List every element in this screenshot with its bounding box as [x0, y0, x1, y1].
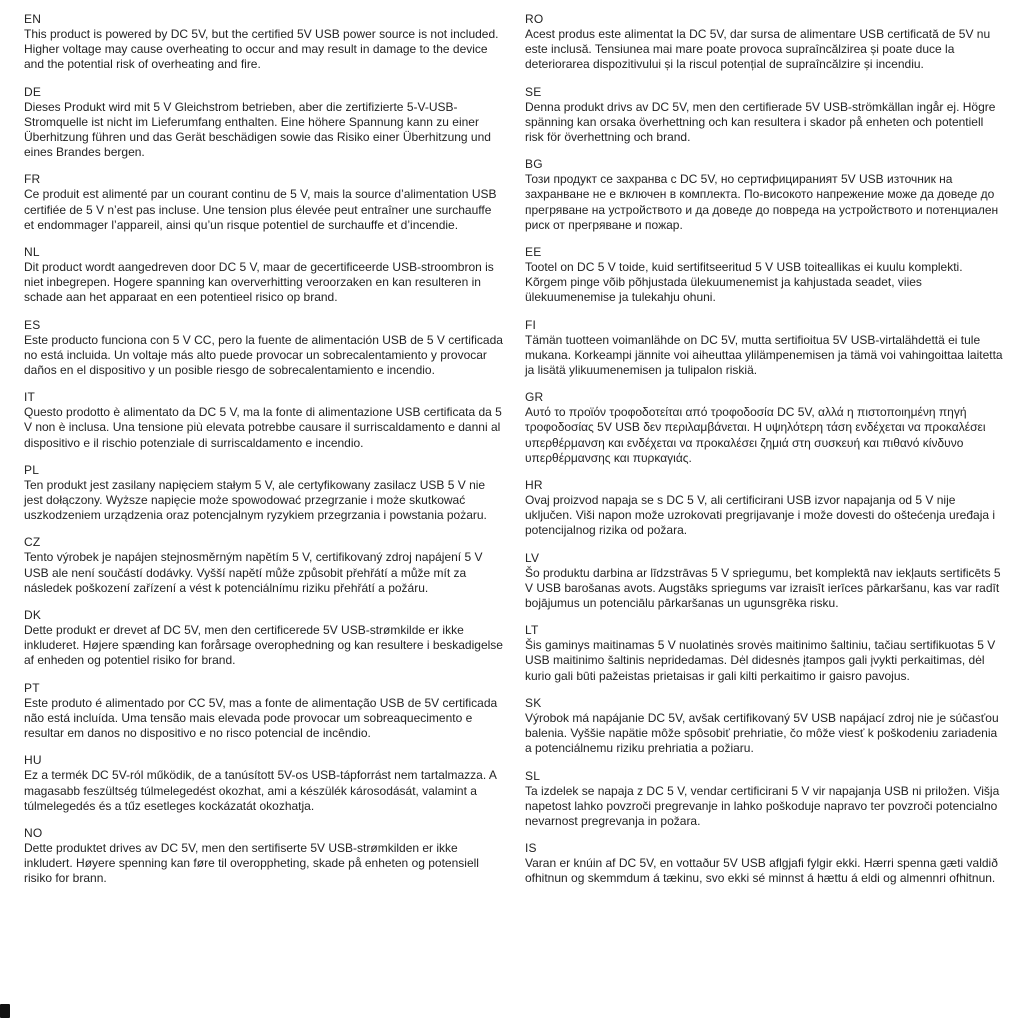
language-section-fr	[24, 172, 503, 233]
language-code: ES	[24, 317, 41, 332]
language-text: Este producto funciona con 5 V CC, pero la fuente de alimentación USB de 5 V certificada no está incluida. Un voltaje más alto puede provocar un sobrecalentamiento y provocar daños en el dispositivo y un posible riesgo de sobrecalentamiento e incendio.	[24, 332, 503, 378]
language-text: Výrobok má napájanie DC 5V, avšak certifikovaný 5V USB napájací zdroj nie je súčasťou balenia. Vyššie napätie môže spôsobiť prehriatie, čo môže viesť k poškodeniu zariadenia a potenciálnemu riziku prehriatia a požiaru.	[525, 710, 999, 756]
language-section-lt	[525, 623, 1004, 684]
language-code: DK	[24, 608, 42, 623]
language-section-bg	[525, 157, 1004, 233]
language-section-en	[24, 12, 503, 73]
language-text: Este produto é alimentado por CC 5V, mas a fonte de alimentação USB de 5V certificada não está incluída. Uma tensão mais elevada pode provocar um sobreaquecimento e resultar em danos no dispositivo e no risco potencial de incêndio.	[24, 695, 498, 741]
language-section-lv	[525, 551, 1004, 612]
language-code: HU	[24, 753, 42, 768]
language-section-hu	[24, 753, 503, 814]
language-code: HR	[525, 478, 543, 493]
language-code: SL	[525, 768, 541, 783]
language-code: BG	[525, 157, 543, 172]
language-section-sk	[525, 696, 1004, 757]
language-text: Dieses Produkt wird mit 5 V Gleichstrom betrieben, aber die zertifizierte 5-V-USB-Stromquelle ist nicht im Lieferumfang enthalten. Eine höhere Spannung kann zu einer Überhitzung führen und das Gerät beschädigen sowie das Risiko einer Überhitzung und eines Brandes bergen.	[24, 99, 491, 160]
language-code: FI	[525, 317, 537, 332]
language-code: RO	[525, 12, 544, 26]
language-text: Ce produit est alimenté par un courant continu de 5 V, mais la source d’alimentation USB certifiée de 5 V n’est pas incluse. Une tension plus élevée peut entraîner une surchauffe et endommager l’appareil, ainsi qu’un risque potentiel de surchauffe et d’incendie.	[24, 187, 497, 232]
language-code: LV	[525, 550, 540, 565]
language-code: PL	[24, 462, 40, 477]
language-section-es	[24, 318, 503, 379]
language-text: Šo produktu darbina ar līdzstrāvas 5 V spriegumu, bet komplektā nav iekļauts sertificēts 5 V USB barošanas avots. Augstāks spriegums var izraisīt ierīces pārkaršanu, kas var radīt bojājumus un potenciālu pārkaršanas un ugunsgrēka risku.	[525, 565, 1001, 611]
language-section-hr	[525, 478, 1004, 539]
language-text: Αυτό το προϊόν τροφοδοτείται από τροφοδοσία DC 5V, αλλά η πιστοποιημένη πηγή τροφοδοσίας 5V USB δεν περιλαμβάνεται. Η υψηλότερη τάση ενδέχεται να προκαλέσει υπερθέρμανση και ενδέχεται να προκαλέσει ζημιά στη συσκευή και πιθανό κίνδυνο υπερθέρμανσης και πυρκαγιάς.	[525, 405, 986, 465]
language-section-fi	[525, 318, 1004, 379]
language-text: This product is powered by DC 5V, but the certified 5V USB power source is not included. Higher voltage may cause overheating to occur and may result in damage to the device and the potential risk of overheating and fire.	[24, 27, 499, 72]
language-code: EE	[525, 245, 542, 260]
language-code: LT	[525, 623, 539, 638]
language-text: Ten produkt jest zasilany napięciem stałym 5 V, ale certyfikowany zasilacz USB 5 V nie jest dołączony. Wyższe napięcie może spowodować przegrzanie i może skutkować uszkodzeniem urządzenia oraz potencjalnym ryzykiem przegrzania i powstania pożaru.	[24, 477, 487, 523]
language-code: SK	[525, 695, 542, 710]
language-code: IS	[525, 841, 537, 856]
page-edge-mark	[0, 1004, 10, 1018]
language-code: DE	[24, 84, 42, 99]
language-text: Šis gaminys maitinamas 5 V nuolatinės srovės maitinimo šaltiniu, tačiau sertifikuotas 5 V USB maitinimo šaltinis nepridedamas. Dėl didesnės įtampos gali įvykti perkaitimas, dėl kurio gali būti pažeistas prietaisas ir gali kilti perkaitimo ir gaisro pavojus.	[525, 638, 996, 683]
language-text: Varan er knúin af DC 5V, en vottaður 5V USB aflgjafi fylgir ekki. Hærri spenna gæti valdið ofhitnun og skemmdum á tækinu, svo ekki sé minnst á hættu á eldi og almennri ofhitnun.	[525, 856, 998, 886]
language-code: FR	[24, 172, 41, 187]
language-section-sl	[525, 769, 1004, 830]
language-section-no	[24, 826, 503, 887]
language-section-ee	[525, 245, 1004, 306]
language-section-de	[24, 85, 503, 161]
language-section-cz	[24, 535, 503, 596]
language-text: Dette produktet drives av DC 5V, men den sertifiserte 5V USB-strømkilden er ikke inkludert. Høyere spenning kan føre til overoppheting, skade på enheten og potensiell risiko for brann.	[24, 840, 479, 886]
language-text: Dit product wordt aangedreven door DC 5 V, maar de gecertificeerde USB-stroombron is niet inbegrepen. Hogere spanning kan oververhitting veroorzaken en kan resulteren in schade aan het apparaat en een potentieel risico op brand.	[24, 260, 494, 305]
language-text: Acest produs este alimentat la DC 5V, dar sursa de alimentare USB certificată de 5V nu este inclusă. Tensiunea mai mare poate provoca supraîncălzirea și poate duce la deteriorarea dispozitivului și la riscul potențial de supraîncălzire și incendiu.	[525, 27, 991, 72]
language-section-se	[525, 85, 1004, 146]
language-code: NO	[24, 825, 43, 840]
language-code: NL	[24, 245, 40, 260]
language-text: Questo prodotto è alimentato da DC 5 V, ma la fonte di alimentazione USB certificata da 5 V non è inclusa. Una tensione più elevata potrebbe causare il surriscaldamento e danni al dispositivo e il rischio potenziale di surriscaldamento e incendio.	[24, 405, 502, 450]
language-section-pl	[24, 463, 503, 524]
language-text: Denna produkt drivs av DC 5V, men den certifierade 5V USB-strömkällan ingår ej. Högre spänning kan orsaka överhettning och kan resultera i skador på enheten och potentiell risk för överhettning och brand.	[525, 99, 996, 145]
language-section-ro	[525, 12, 1004, 73]
language-text: Tämän tuotteen voimanlähde on DC 5V, mutta sertifioitua 5V USB-virtalähdettä ei tule mukana. Korkeampi jännite voi aiheuttaa ylilämpenemisen ja tämä voi vahingoittaa laitetta ja lisätä ylikuumenemisen ja tulipalon riskiä.	[525, 332, 1003, 378]
language-text: Tento výrobek je napájen stejnosměrným napětím 5 V, certifikovaný zdroj napájení 5 V USB ale není součástí dodávky. Vyšší napětí může způsobit přehřátí a může mít za následek poškození zařízení a vést k potenciálnímu riziku přehřátí a požáru.	[24, 550, 483, 595]
left-column	[24, 12, 503, 899]
language-code: CZ	[24, 535, 41, 550]
language-section-gr	[525, 390, 1004, 466]
right-column	[525, 12, 1004, 899]
language-text: Tootel on DC 5 V toide, kuid sertifitseeritud 5 V USB toiteallikas ei kuulu komplekti. Kõrgem pinge võib põhjustada ülekuumenemist ja kahjustada seadet, viies ülekuumenemise ja tulekahju ohuni.	[525, 260, 963, 305]
language-code: EN	[24, 12, 42, 26]
language-text: Ez a termék DC 5V-ról működik, de a tanúsított 5V-os USB-tápforrást nem tartalmazza. A magasabb feszültség túlmelegedést okozhat, ami a készülék károsodását, valamint a túlmelegedés és a tűz esetleges kockázatát okozhatja.	[24, 768, 497, 813]
language-text: Dette produkt er drevet af DC 5V, men den certificerede 5V USB-strømkilde er ikke inkluderet. Højere spænding kan forårsage overophedning og kan resultere i beskadigelse af enheden og potentiel risiko for brand.	[24, 623, 503, 668]
language-text: Ta izdelek se napaja z DC 5 V, vendar certificirani 5 V vir napajanja USB ni priložen. Višja napetost lahko povzroči pregrevanje in lahko poškoduje napravo ter povzroči potencialno nevarnost pregrevanja in požara.	[525, 783, 1000, 828]
language-code: SE	[525, 84, 542, 99]
language-section-is	[525, 841, 1004, 886]
language-text: Ovaj proizvod napaja se s DC 5 V, ali certificirani USB izvor napajanja od 5 V nije uključen. Viši napon može uzrokovati pregrijavanje i može dovesti do oštećenja uređaja i potencijalnog rizika od požara.	[525, 493, 996, 538]
language-code: IT	[24, 390, 36, 405]
language-section-pt	[24, 681, 503, 742]
language-text: Този продукт се захранва с DC 5V, но сертифицираният 5V USB източник на захранване не е включен в комплекта. По-високото напрежение може да доведе до прегряване на устройството и да доведе до повреда на устройството и потенциален риск от прегряване и пожар.	[525, 172, 999, 232]
language-code: PT	[24, 680, 40, 695]
language-section-nl	[24, 245, 503, 306]
language-code: GR	[525, 390, 544, 405]
language-section-it	[24, 390, 503, 451]
language-section-dk	[24, 608, 503, 669]
